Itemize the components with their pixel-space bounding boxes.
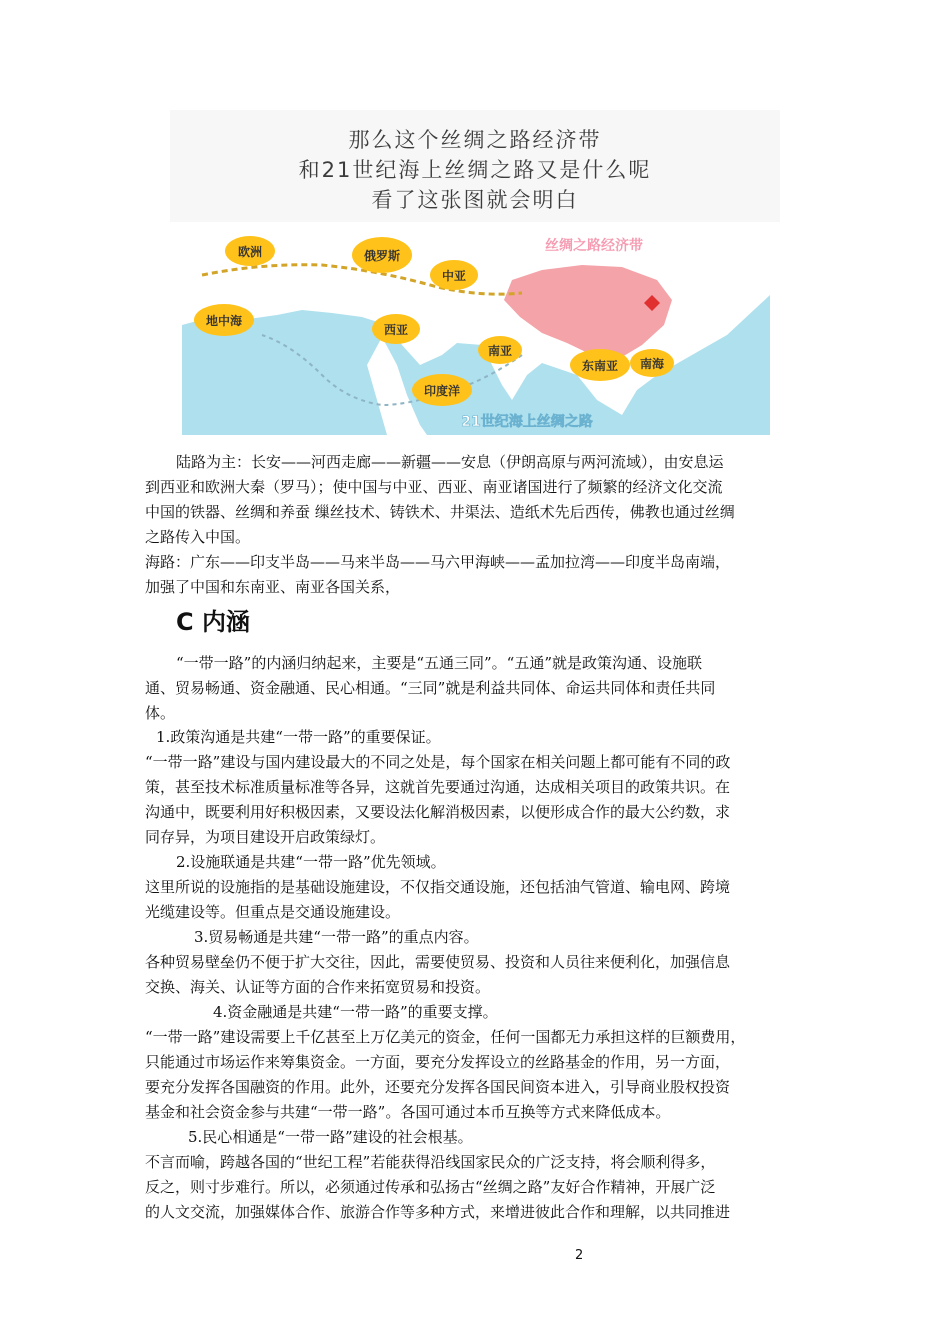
paragraph-line: 这里所说的设施指的是基础设施建设，不仅指交通设施，还包括油气管道、输电网、跨境	[145, 878, 731, 896]
paragraph-line: 同存异，为项目建设开启政策绿灯。	[145, 828, 386, 846]
map-bubble-europe	[225, 236, 275, 266]
section-heading: C 内涵	[176, 608, 250, 636]
list-heading: 4.资金融通是共建“一带一路”的重要支撑。	[213, 1003, 498, 1021]
map-bubble-indian-ocean	[412, 374, 472, 406]
paragraph-line: 光缆建设等。但重点是交通设施建设。	[145, 903, 401, 921]
map-bubble-south-sea	[630, 349, 674, 377]
caption-line-2: 和21世纪海上丝绸之路又是什么呢	[298, 158, 652, 182]
map-label-russia: 俄罗斯	[363, 249, 401, 263]
silk-road-map	[182, 225, 770, 435]
page-number: 2	[575, 1248, 584, 1263]
map-label-central-asia: 中亚	[441, 269, 467, 283]
paragraph-line: 要充分发挥各国融资的作用。此外，还要充分发挥各国民间资本进入，引导商业股权投资	[145, 1078, 731, 1096]
map-label-south-asia: 南亚	[487, 344, 513, 358]
list-heading: 1.政策沟通是共建“一带一路”的重要保证。	[156, 728, 441, 746]
paragraph-line: 各种贸易壁垒仍不便于扩大交往，因此，需要使贸易、投资和人员往来便利化，加强信息	[145, 953, 731, 971]
paragraph-line: 通、贸易畅通、资金融通、民心相通。“三同”就是利益共同体、命运共同体和责任共同	[145, 679, 716, 697]
paragraph-line: 的人文交流，加强媒体合作、旅游合作等多种方式，来增进彼此合作和理解，以共同推进	[145, 1203, 731, 1221]
caption-line-1: 那么这个丝绸之路经济带	[348, 128, 602, 152]
paragraph-line: 中国的铁器、丝绸和养蚕 缫丝技术、铸铁术、井渠法、造纸术先后西传，佛教也通过丝绸	[145, 503, 735, 521]
paragraph-line: 体。	[145, 704, 176, 722]
paragraph-line: 只能通过市场运作来筹集资金。一方面，要充分发挥设立的丝路基金的作用，另一方面，	[145, 1053, 731, 1071]
paragraph-line: “一带一路”建设与国内建设最大的不同之处是，每个国家在相关问题上都可能有不同的政	[145, 753, 731, 771]
map-label-southeast-asia: 东南亚	[581, 359, 619, 373]
map-label-europe: 欧洲	[237, 245, 263, 259]
map-bubble-west-asia	[372, 314, 420, 344]
map-bubble-south-asia	[478, 336, 522, 364]
paragraph-line: 反之，则寸步难行。所以，必须通过传承和弘扬古“丝绸之路”友好合作精神，开展广泛	[145, 1178, 716, 1196]
paragraph-line: 交换、海关、认证等方面的合作来拓宽贸易和投资。	[145, 978, 491, 996]
list-heading: 3.贸易畅通是共建“一带一路”的重点内容。	[194, 928, 479, 946]
map-bubble-central-asia	[430, 260, 478, 290]
caption-line-3: 看了这张图就会明白	[371, 188, 579, 212]
map-bubble-southeast-asia	[570, 349, 630, 381]
paragraph-line: 之路传入中国。	[145, 528, 251, 546]
map-label-road: 21世纪海上丝绸之路	[461, 414, 593, 430]
map-bubble-mediterranean	[194, 304, 254, 336]
paragraph-line: “一带一路”的内涵归纳起来，主要是“五通三同”。“五通”就是政策沟通、设施联	[176, 654, 703, 672]
map-bubble-russia	[352, 237, 412, 273]
paragraph-line: 陆路为主：长安——河西走廊——新疆——安息（伊朗高原与两河流域），由安息运	[176, 453, 724, 471]
paragraph-line: 海路：广东——印支半岛——马来半岛——马六甲海峡——孟加拉湾——印度半岛南端，	[145, 553, 731, 571]
paragraph-line: 策，甚至技术标准质量标准等各异，这就首先要通过沟通，达成相关项目的政策共识。在	[145, 778, 731, 796]
paragraph-line: 基金和社会资金参与共建“一带一路”。各国可通过本币互换等方式来降低成本。	[145, 1103, 671, 1121]
paragraph-line: 沟通中，既要利用好积极因素，又要设法化解消极因素，以便形成合作的最大公约数，求	[145, 803, 731, 821]
map-label-mediterranean: 地中海	[205, 314, 243, 328]
list-heading: 2.设施联通是共建“一带一路”优先领域。	[176, 853, 446, 871]
map-label-south-sea: 南海	[639, 357, 665, 371]
list-heading: 5.民心相通是“一带一路”建设的社会根基。	[188, 1128, 473, 1146]
map-label-indian-ocean: 印度洋	[423, 384, 461, 398]
paragraph-line: 加强了中国和东南亚、南亚各国关系，	[145, 578, 401, 596]
map-label-west-asia: 西亚	[383, 323, 409, 337]
paragraph-line: “一带一路”建设需要上千亿甚至上万亿美元的资金，任何一国都无力承担这样的巨额费用，	[145, 1028, 746, 1046]
figure-caption	[170, 110, 780, 222]
silk-road-figure	[170, 110, 780, 435]
paragraph-line: 到西亚和欧洲大秦（罗马）；使中国与中亚、西亚、南亚诸国进行了频繁的经济文化交流	[145, 478, 723, 496]
paragraph-line: 不言而喻，跨越各国的“世纪工程”若能获得沿线国家民众的广泛支持，将会顺利得多，	[145, 1153, 716, 1171]
map-label-belt: 丝绸之路经济带	[545, 238, 643, 254]
